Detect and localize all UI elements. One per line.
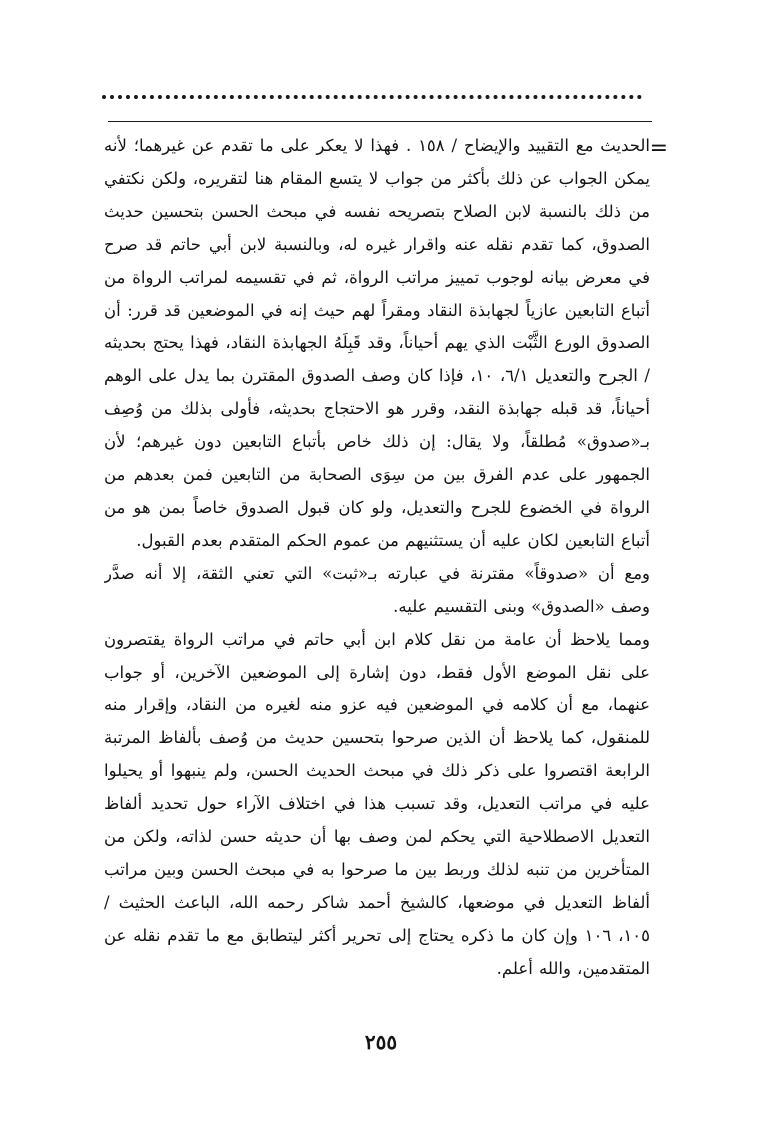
footnote-rule — [108, 121, 652, 122]
paragraph-2: ومع أن «صدوقاً» مقترنة في عبارته بـ«ثبت» التي تعني الثقة، إلا أنه صدَّر وصف «الصدوق» وبنى التقسيم عليه. — [104, 563, 650, 616]
paragraph-1: الحديث مع التقييد والإيضاح / ١٥٨ . فهذا لا يعكر على ما تقدم عن غيرهما؛ لأنه يمكن الجواب عن ذلك بأكثر من جواب لا يتسع المقام هنا لتقريره، ولكن نكتفي من ذلك بالنسبة لابن الصلاح بتصريحه نفسه في مبحث الحسن بتحسين حديث الصدوق، كما تقدم نقله عنه واقرار غيره له، وبالنسبة لابن أبي حاتم قد صرح في معرض بيانه لوجوب تمييز مراتب الرواة، ثم في تقسيمه لمراتب الرواة من أتباع التابعين عازياً لجهابذة النقاد ومقراً لهم حيث إنه في الموضعين قد قرر: أن الصدوق الورع الثَّبْت الذي يهم أحياناً، وقد قَبِلَهُ الجهابذة النقاد، فهذا يحتج بحديثه / الجرح والتعديل ٦/١، ١٠، فإذا كان وصف الصدوق المقترن بما يدل على الوهم أحياناً، قد قبله جهابذة النقد، وقرر هو الاحتجاج بحديثه، فأولى بذلك من وُصِف بـ«صدوق» مُطلقاً، ولا يقال: إن ذلك خاص بأتباع التابعين دون غيرهم؛ لأن الجمهور على عدم الفرق بين من سِوَى الصحابة من التابعين فمن بعدهم من الرواة في الخضوع للجرح والتعديل، ولو كان قبول الصدوق خاصاً بمن هو من أتباع التابعين لكان عليه أن يستثنيهم من عموم الحكم المتقدم بعدم القبول. — [104, 136, 650, 550]
margin-equals-mark: = — [649, 136, 668, 161]
footnote-text — [104, 130, 650, 1010]
page-number: ٢٥٥ — [364, 1030, 398, 1054]
paragraph-3: ومما يلاحظ أن عامة من نقل كلام ابن أبي حاتم في مراتب الرواة يقتصرون على نقل الموضع الأول فقط، دون إشارة إلى الموضعين الآخرين، أو جواب عنهما، مع أن كلامه في الموضعين فيه عزو منه لغيره من النقاد، وإقرار منه للمنقول، كما يلاحظ أن الذين صرحوا بتحسين حديث من وُصف بألفاظ المرتبة الرابعة اقتصروا على ذكر ذلك في مبحث الحديث الحسن، ولم ينبهوا أو يحيلوا عليه في مراتب التعديل، وقد تسبب هذا في اختلاف الآراء حول تحديد ألفاظ التعديل الاصطلاحية التي يحكم لمن وصف بها أن حديثه حسن لذاته، ولكن من المتأخرين من تنبه لذلك وربط بين ما صرحوا به في مبحث الحسن وبين مراتب ألفاظ التعديل في موضعها، كالشيخ أحمد شاكر رحمه الله، الباعث الحثيث / ١٠٥، ١٠٦ وإن كان ما ذكره يحتاج إلى تحرير أكثر ليتطابق مع ما تقدم نقله عن المتقدمين، والله أعلم. — [104, 629, 650, 978]
dotted-divider — [102, 95, 642, 99]
